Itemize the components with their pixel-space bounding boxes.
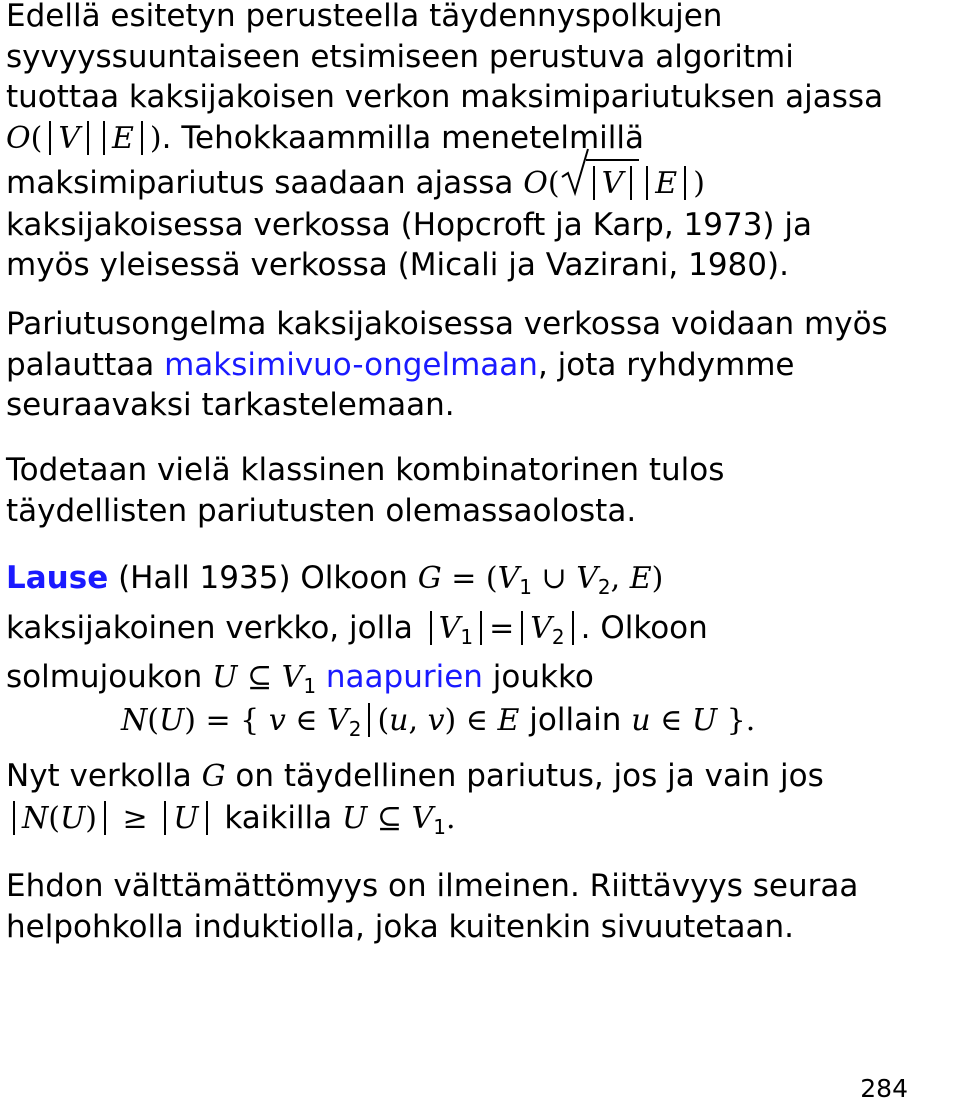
text-line: seuraavaksi tarkastelemaan. — [6, 387, 455, 423]
paragraph-classic-result — [6, 450, 724, 531]
math-big-o: O — [523, 166, 548, 201]
math-g: G — [417, 561, 442, 596]
math-geq: ≥ — [112, 800, 158, 836]
math-period: . — [445, 800, 456, 836]
math-u: U — [158, 703, 185, 738]
text-fragment: Nyt verkolla — [6, 758, 202, 794]
text-line: kaksijakoisessa verkossa (Hopcroft ja Karp, 1973) ja — [6, 206, 812, 243]
math-abs-bar — [103, 121, 105, 155]
math-v1: $V_1$ — [411, 800, 446, 839]
math-abs-bar — [684, 166, 686, 200]
text-fragment: kaikilla — [214, 799, 343, 836]
math-e: E — [629, 561, 652, 596]
math-paren: ) — [693, 166, 705, 201]
math-n: N — [121, 703, 148, 738]
math-v2: $V_2$ — [327, 703, 362, 741]
math-paren: ) — [444, 703, 457, 738]
text-fragment: on täydellinen pariutus, jos ja vain jos — [225, 758, 824, 794]
text-fragment: maksimipariutus saadaan ajassa — [6, 165, 514, 201]
math-abs-bar — [206, 801, 208, 835]
text-fragment: . Tehokkaammilla menetelmillä — [161, 119, 644, 156]
text-fragment: (Hall 1935) Olkoon — [108, 560, 418, 596]
math-abs-bar — [480, 611, 482, 645]
math-abs-bar — [646, 166, 648, 200]
math-abs-bar — [164, 801, 166, 835]
math-paren: ( — [547, 166, 560, 201]
sqrt-radical-icon — [560, 147, 590, 197]
math-paren: ) — [651, 561, 664, 596]
math-abs-bar — [593, 166, 595, 200]
math-abs-bar — [13, 801, 15, 835]
math-abs-bar — [141, 121, 143, 155]
math-v-lower: v — [427, 703, 445, 738]
text-line: Ehdon välttämättömyys on ilmeinen. Riittävyys seuraa — [6, 868, 859, 904]
theorem-line — [6, 558, 708, 608]
neighbors-link[interactable]: naapurien — [325, 659, 483, 695]
math-sqrt-body — [586, 159, 640, 205]
theorem-line — [6, 798, 824, 848]
text-line: Pariutusongelma kaksijakoisessa verkossa voidaan myös — [6, 306, 888, 342]
paragraph-intro — [6, 0, 883, 286]
math-brace: }. — [717, 703, 756, 738]
math-u: U — [173, 800, 199, 836]
paragraph-proof-note — [6, 866, 858, 947]
math-v: V — [58, 120, 80, 156]
math-u-lower: u — [389, 703, 409, 738]
math-big-o: O — [6, 120, 31, 156]
math-v1: $V_1$ — [281, 660, 317, 698]
math-in: ∈ — [456, 703, 498, 738]
text-line: täydellisten pariutusten olemassaolosta. — [6, 492, 637, 529]
math-comma: , — [408, 703, 428, 738]
theorem-keyword: Lause — [6, 560, 109, 596]
text-line: myös yleisessä verkossa (Micali ja Vazirani, 1980). — [6, 247, 789, 283]
math-e: E — [112, 120, 134, 156]
math-abs-bar — [104, 801, 106, 835]
text-fragment: . Olkoon — [580, 609, 708, 646]
text-fragment: solmujoukon — [6, 659, 213, 695]
math-paren: ) — [149, 120, 162, 156]
math-abs-bar — [49, 121, 51, 155]
math-sqrt — [560, 159, 640, 205]
math-g: G — [201, 759, 226, 794]
formula-line — [121, 700, 755, 749]
math-u: U — [59, 800, 86, 836]
math-v1: $V_1$ — [497, 561, 532, 599]
math-comma: , — [610, 561, 630, 596]
text-line-complexity — [6, 118, 883, 160]
math-v: V — [601, 166, 624, 201]
formula-word: jollain — [529, 702, 622, 738]
text-line: helpohkolla induktiolla, joka kuitenkin sivuutetaan. — [6, 908, 795, 945]
math-paren: ( — [377, 703, 390, 738]
math-e: E — [497, 703, 520, 738]
math-u: U — [691, 703, 718, 738]
math-abs-bar — [521, 611, 523, 645]
text-fragment: kaksijakoinen verkko, jolla — [6, 609, 423, 646]
math-in: ∈ — [285, 703, 328, 738]
math-abs-bar — [572, 611, 574, 645]
maxflow-link[interactable]: maksimivuo-ongelmaan — [164, 346, 538, 383]
math-subseteq: ⊆ — [367, 800, 412, 836]
text-fragment: palauttaa — [6, 346, 165, 383]
math-u: U — [212, 660, 238, 695]
math-paren: ) = { — [184, 703, 269, 738]
neighborhood-formula — [121, 700, 755, 749]
math-v2: $V_2$ — [530, 610, 565, 649]
math-v2: $V_2$ — [576, 561, 611, 599]
text-line: Edellä esitetyn perusteella täydennyspolkujen — [6, 0, 723, 34]
text-line: syvyyssuuntaiseen etsimiseen perustuva algoritmi — [6, 38, 794, 75]
math-equals: = — [489, 610, 515, 646]
math-e: E — [655, 166, 678, 201]
theorem-line — [6, 608, 708, 658]
math-abs-bar — [87, 121, 89, 155]
math-u: U — [342, 800, 368, 836]
math-paren: ( — [147, 703, 159, 738]
math-equals: = ( — [441, 561, 498, 596]
text-line-complexity-sqrt — [6, 159, 883, 205]
theorem-line — [6, 756, 824, 798]
text-fragment: joukko — [482, 659, 594, 695]
math-union: ∪ — [532, 561, 577, 596]
math-paren: ( — [30, 120, 43, 156]
math-in: ∈ — [650, 703, 692, 738]
math-paren: ) — [85, 800, 97, 836]
math-v1: $V_1$ — [438, 610, 474, 649]
text-line — [6, 345, 888, 386]
math-n: N — [22, 800, 49, 836]
math-u-lower: u — [631, 703, 651, 738]
text-line: Todetaan vielä klassinen kombinatorinen tulos — [6, 452, 725, 488]
paragraph-reduction — [6, 304, 888, 426]
text-fragment: , jota ryhdymme — [537, 346, 795, 383]
math-subseteq: ⊆ — [237, 660, 282, 695]
theorem-hall — [6, 558, 708, 707]
page-number: 284 — [860, 1074, 908, 1103]
math-paren: ( — [48, 800, 60, 836]
theorem-conclusion — [6, 756, 824, 847]
math-abs-bar — [630, 166, 632, 200]
math-abs-bar — [430, 611, 432, 645]
text-line: tuottaa kaksijakoisen verkon maksimipariutuksen ajassa — [6, 79, 884, 115]
math-v-lower: v — [268, 703, 286, 738]
math-such-that-bar — [368, 703, 370, 737]
